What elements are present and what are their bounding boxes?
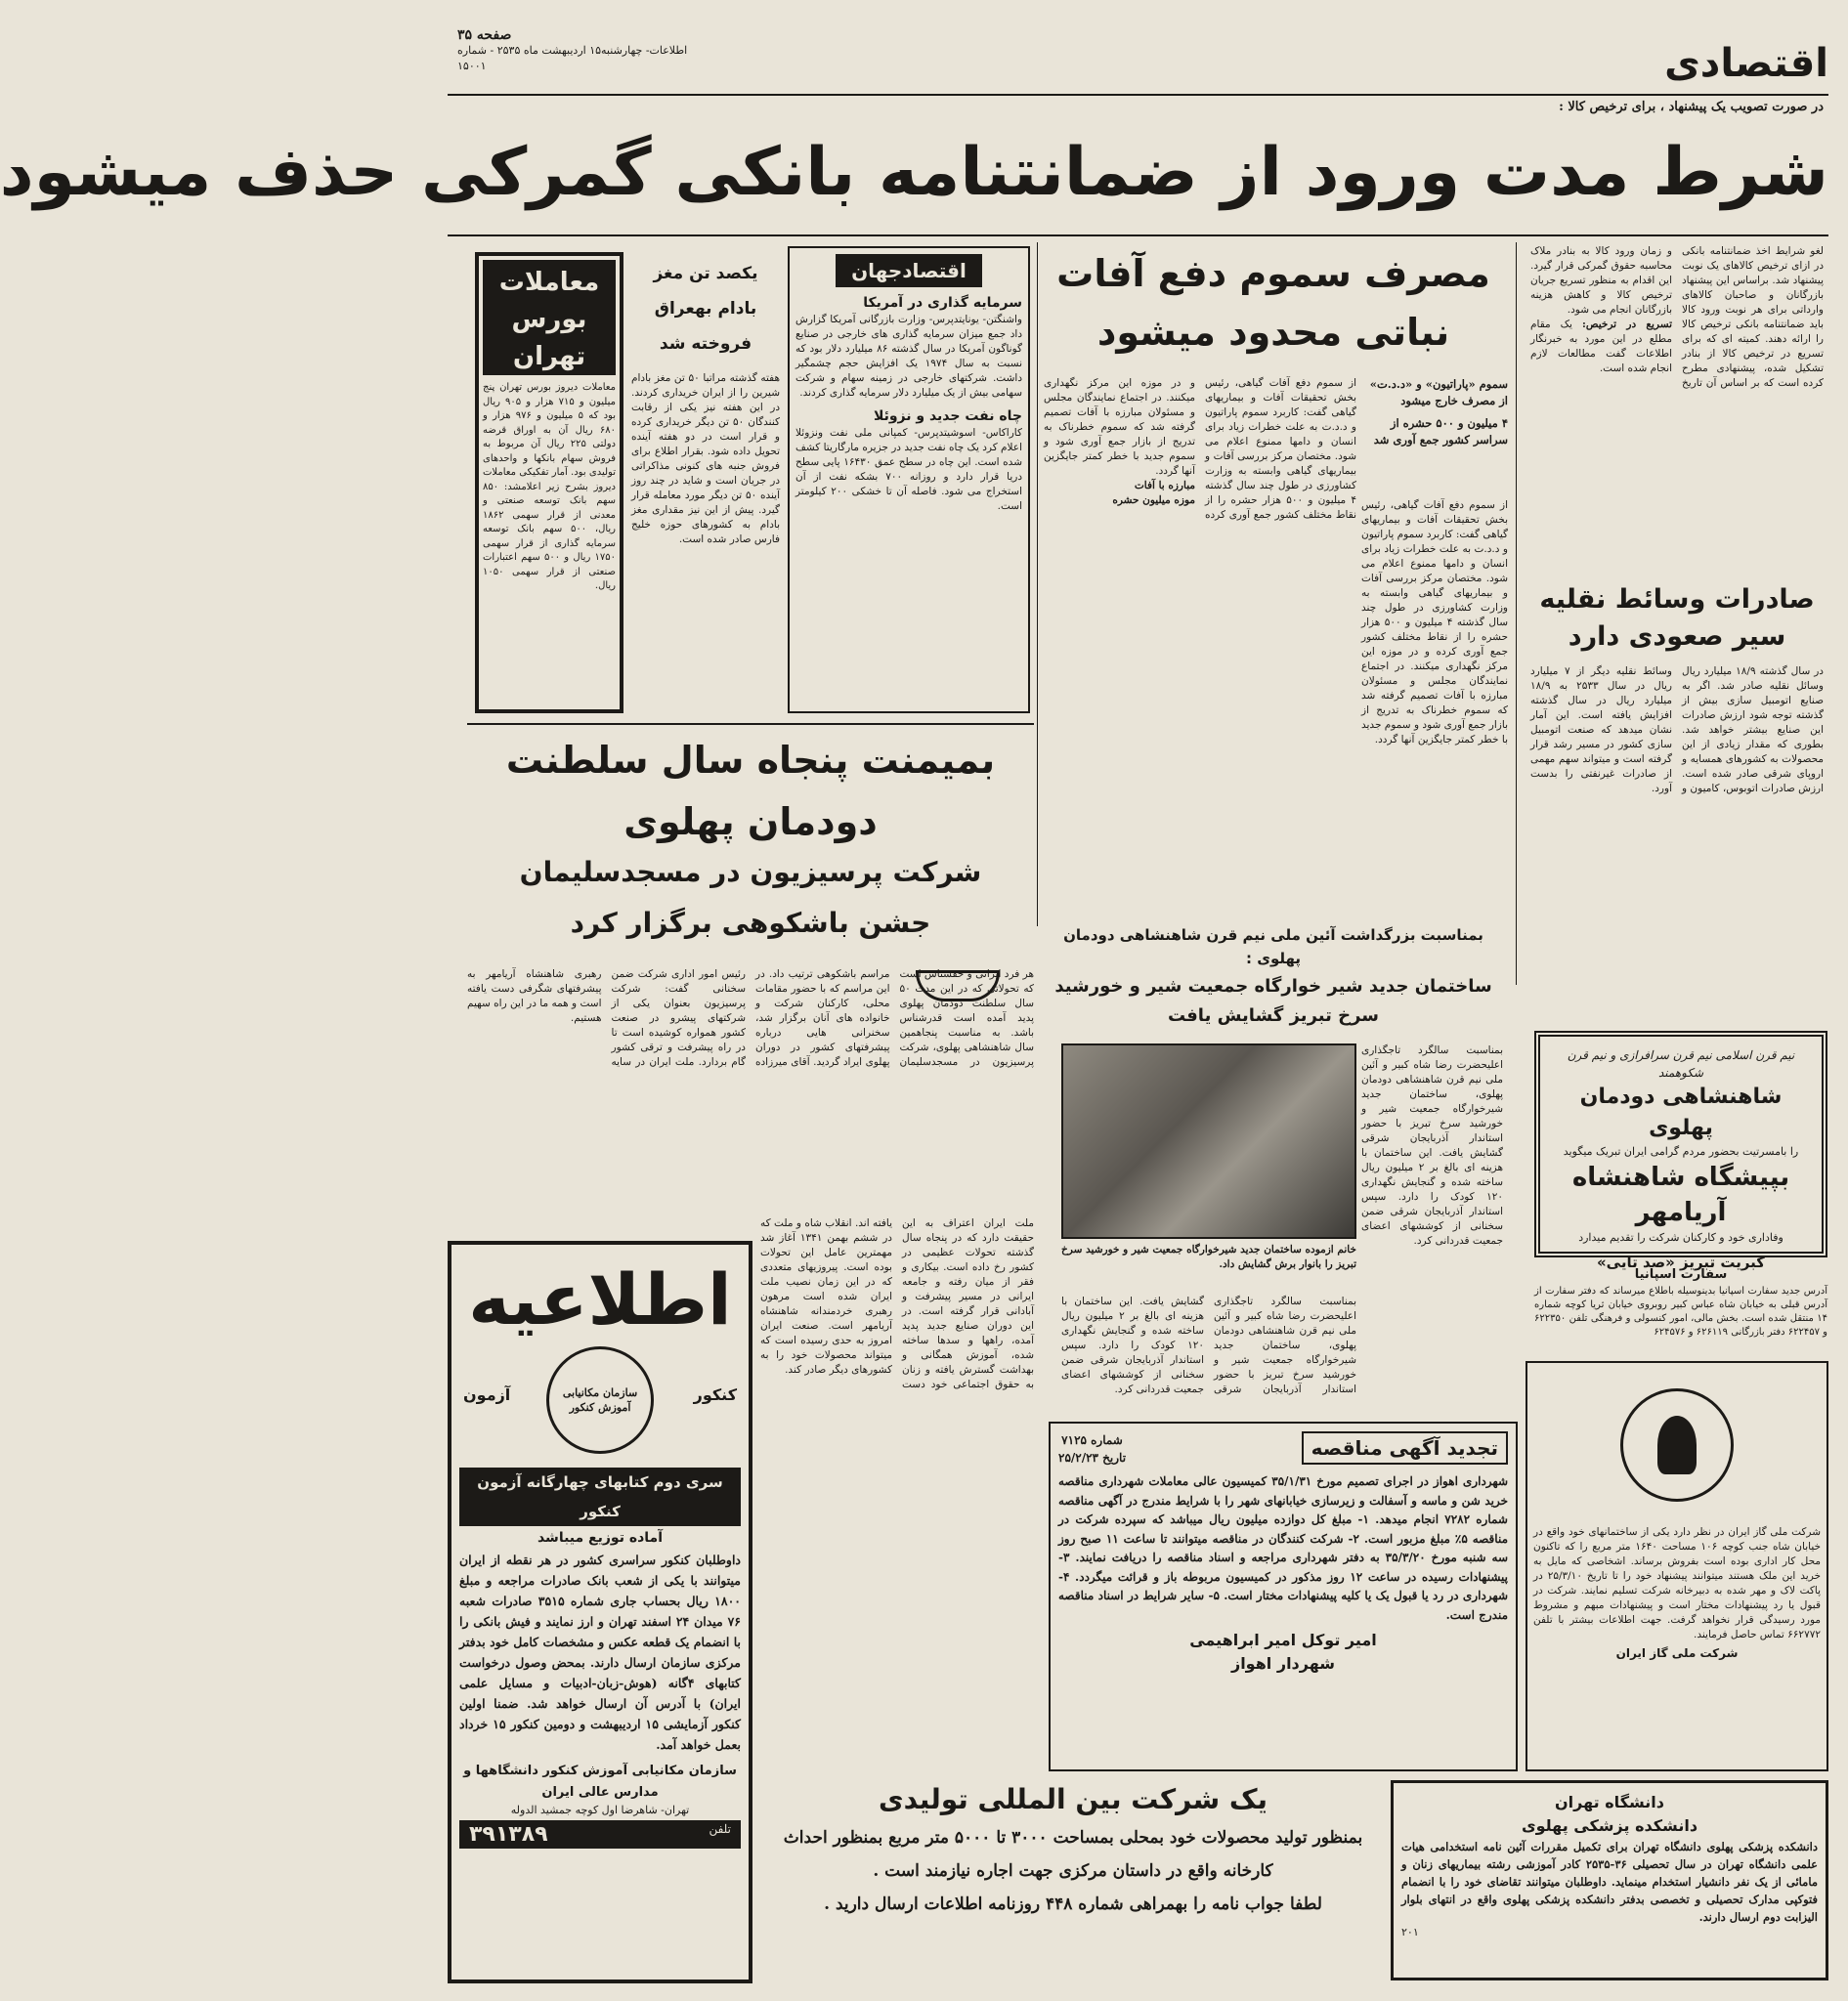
announcement-box <box>448 1241 752 1983</box>
world-econ-b2: کاراکاس- اسوشیتدپرس- کمپانی ملی نفت ونزوئلا اعلام کرد یک چاه نفت جدید در جزیره مارگاریتا کشف شده است. این چاه در سطح عمق ۱۶۴۳۰ پایی سطح دریا قرار دارد و روزانه ۷۰۰ بشکه نفت از آن استخراج می شود. فاصله آن تا خشکی ۲۰۰ کیلومتر است. <box>795 427 1022 512</box>
pesticide-sub-2: موزه میلیون حشره <box>1112 494 1195 506</box>
nursery-photo <box>1061 1043 1356 1239</box>
spain-embassy <box>1534 1265 1827 1353</box>
main-story-body <box>1530 244 1824 576</box>
royal-ad <box>1534 1031 1827 1271</box>
pesticide-sub-1: مبارزه با آفات <box>1134 480 1195 491</box>
royal-line3: را بامسرتیت بحضور مردم گرامی ایران تبریک میگوید <box>1563 1145 1799 1158</box>
tender-meta <box>1058 1431 1126 1467</box>
world-econ-b1: واشنگتن- یونایتدپرس- وزارت بازرگانی آمریکا گزارش داد جمع میزان سرمایه گذاری های خارجی در صنایع گوناگون آمریکا در سال گذشته ۸۶ میلیارد دلار بود که نسبت به سال ۱۹۷۴ یک افزایش حجم چشمگیر داشت. شرکتهای خارجی در زمینه سهام و شرکت سهامی بیش از یک میلیارد دلار سرمایه گذاری کردند. <box>795 314 1022 399</box>
gas-sign: شرکت ملی گاز ایران <box>1615 1646 1739 1660</box>
tender-sign1: امیر توکل امیر ابراهیمی <box>1189 1631 1377 1649</box>
masthead-meta <box>457 27 711 86</box>
almond-body: هفته گذشته مراتبا ۵۰ تن مغز بادام شیرین را از ایران خریداری کردند. در این هفته نیز یکی از رقابت کنندگان ۵۰ تن دیگر خریداری کرده و قرار است در دو هفته آینده تحویل داده شود. بقرار اطلاع برای فروش جنبه های کنونی مذاکراتی در جریان است و شاید در چند روز آینده ۵۰ تن دیگر مورد معامله قرار گیرد. پیش از این نیز مقداری مغز بادام به کشورهای حوزه خلیج فارس صادر شده است. <box>631 372 780 545</box>
main-headline: شرط مدت ورود از ضمانتنامه بانکی گمرکی حذف میشود <box>0 134 1828 211</box>
announcement-emblem <box>459 1346 741 1464</box>
intl-body: بمنظور تولید محصولات خود بمحلی بمساحت ۳۰۰۰ تا ۵۰۰۰ متر مربع بمنظور احداث کارخانه واقع در داستان مرکزی جهت اجاره نیازمند است . <box>783 1828 1363 1881</box>
announcement-tag-left: آزمون <box>463 1385 511 1404</box>
university-title1: دانشگاه تهران <box>1555 1793 1664 1811</box>
announcement-footer: سازمان مکانیابی آموزش کنکور دانشگاهها و مدارس عالی ایران <box>463 1764 737 1800</box>
anniversary-emblem <box>909 962 1007 1011</box>
top-section-rule <box>467 723 1034 725</box>
middle-col-text: ملت ایران اعتراف به این حقیقت دارد که در پنجاه سال گذشته تحولات عظیمی در کشور رخ داده است. بیکاری و فقر از میان رفته و جامعه ایرانی در مسیر پیشرفت و آبادانی قرار گرفته است. در این دوران صنایع جدید پدید آمده، راهها و سدها ساخته شده، آموزش همگانی و بهداشت گسترش یافته و زنان به حقوق اجتماعی خود دست یافته اند. انقلاب شاه و ملت که در ششم بهمن ۱۳۴۱ آغاز شد مهمترین عامل این تحولات بوده است. <box>760 1217 1034 1390</box>
royal-sign: کبریت تبریز «صد تایی» <box>1596 1254 1766 1271</box>
university-code: ۲۰۱ <box>1401 1926 1419 1938</box>
announcement-stamp <box>546 1346 654 1454</box>
anniversary-h2: دودمان پهلوی <box>623 800 878 843</box>
headline-rule <box>448 234 1828 236</box>
university-body: دانشکده پزشکی پهلوی دانشگاه تهران برای تکمیل مقررات آئین نامه استخدامی هیات علمی دانشگاه تهران در سال تحصیلی ۳۶-۲۵۳۵ کادر آموزشی رشته بیماریهای زنان و مامائی از یک نفر دانشیار استخدام مینماید. داوطلبان میتوانند تقاضای خود را با انضمام فتوکپی مدارک تحصیلی و تخصصی بدفتر دانشکده پزشکی پهلوی واقع در انتهای بلوار الیزابت دوم ارسال دارند. <box>1401 1840 1818 1924</box>
announcement-body: داوطلبان کنکور سراسری کشور در هر نقطه از ایران میتوانند با یکی از شعب بانک صادرات مراجعه و مبلغ ۱۸۰۰ ریال بحساب جاری شماره ۳۵۱۵ صادرات شعبه ۷۶ میدان ۲۴ اسفند تهران و ارز نمایند و فیش بانکی را با انضمام یک قطعه عکس و مشخصات کامل خود بدفتر مرکزی سازمان ارسال دارند. بمحض وصول درخواست کتابهای ۴گانه (هوش-زبان-ادبیات و مسایل علمی ایران) با آدرس آن ارسال خواهد شد. ضمنا اولین کنکور آزمایشی ۱۵ اردیبهشت و دومین کنکور ۱۵ خرداد بعمل خواهد آمد. <box>459 1553 742 1752</box>
emblem-icon <box>916 970 1000 1001</box>
gas-emblem <box>1620 1388 1734 1502</box>
market-body: معاملات دیروز بورس تهران پنج میلیون و ۷۱۵ هزار و ۹۰۵ ریال بود که ۵ میلیون و ۹۷۶ هزار و ۶۸۰ ریال آن به اوراق قرضه دولتی ۲۲۵ ریال آن مربوط به فروش سهام بانکها و واحدهای تولیدی بود. آمار تفکیکی معاملات دیروز بشرح زیر اعلامشد: ۸۵۰ سهم بانک توسعه صنعتی و معدنی از قرار سهمی ۱۸۶۲ ریال، ۵۰۰ سهم بانک توسعه سرمایه گذاری از قرار سهمی ۱۷۵۰ ریال و ۵۰۰ سهم اعتبارات صنعتی از قرار سهمی ۱۰۵۰ ریال. <box>483 382 616 591</box>
col-rule-1 <box>1516 242 1517 985</box>
world-econ-box <box>788 246 1030 713</box>
issue-line: اطلاعات- چهارشنبه۱۵ اردیبهشت ماه ۲۵۳۵ - شماره ۱۵۰۰۱ <box>457 44 688 72</box>
pesticide-bullet-2: ۴ میلیون و ۵۰۰ حشره از سراسر کشور جمع آوری شد <box>1373 416 1508 447</box>
announcement-title: اطلاعیه <box>468 1258 732 1341</box>
university-title2: دانشکده پزشکی پهلوی <box>1521 1816 1698 1835</box>
anniversary-h1: بمیمنت پنجاه سال سلطنت <box>505 739 996 782</box>
nursery-body-left: بمناسبت سالگرد تاجگذاری اعلیحضرت رضا شاه کبیر و آئین ملی نیم قرن شاهنشاهی دودمان پهلوی، ساختمان جدید شیرخوارگاه جمعیت شیر و خورشید سرخ تبریز با حضور استاندار آذربایجان شرقی گشایش یافت. این ساختمان با هزینه ای بالغ بر ۲ میلیون ریال ساخته شده و گنجایش نگهداری ۱۲۰ کودک را دارد. سپس استاندار آذربایجان شرقی ضمن سخنانی از کوششهای اعضای جمعیت قدردانی کرد. <box>1061 1296 1356 1395</box>
royal-line4: بپیشگاه شاهنشاه آریامهر <box>1571 1163 1790 1227</box>
nursery-h1: بمناسبت بزرگداشت آئین ملی نیم قرن شاهنشاهی دودمان پهلوی : <box>1063 926 1483 967</box>
nursery-body: بمناسبت سالگرد تاجگذاری اعلیحضرت رضا شاه کبیر و آئین ملی نیم قرن شاهنشاهی دودمان پهلوی، ساختمان جدید شیرخوارگاه جمعیت شیر و خورشید سرخ تبریز با حضور استاندار آذربایجان شرقی گشایش یافت. این ساختمان با هزینه ای بالغ بر ۲ میلیون ریال ساخته شده و گنجایش نگهداری ۱۲۰ کودک را دارد. سپس استاندار آذربایجان شرقی ضمن سخنانی از کوششهای اعضای جمعیت قدردانی کرد. <box>1361 1044 1503 1247</box>
market-title: معاملات بورس تهران <box>483 260 616 375</box>
announcement-phone-row <box>459 1820 741 1849</box>
intl-company-ad <box>760 1778 1386 1983</box>
intl-title: یک شرکت بین المللی تولیدی <box>878 1783 1268 1815</box>
announcement-address: تهران- شاهرضا اول کوچه جمشید الدوله <box>510 1804 690 1816</box>
anniversary-body: هر فرد ایرانی و حقشناس است که تحولاتی که در این مدت ۵۰ سال سلطنت دودمان پهلوی پدید آمده است قدرشناس باشد. به مناسبت پنجاهمین سال شاهنشاهی پهلوی، شرکت پرسیزیون در مسجدسلیمان مراسم باشکوهی ترتیب داد. در این مراسم که با حضور مقامات محلی، کارکنان شرکت و خانواده های آنان برگزار شد، سخنرانی هایی درباره پیشرفتهای کشور در دوران پهلوی ایراد گردید. آقای میرزاده رئیس امور اداری شرکت ضمن سخنانی گفت: شرکت پرسیزیون بعنوان یکی از شرکتهای پیشرو در صنعت کشور همواره کوشیده است تا در راه پیشرفت و ترقی کشور گام بردارد. ملت ایران در سایه رهبری شاهنشاه آریامهر به پیشرفتهای شگرفی دست یافته است و همه ما در این راه سهیم هستیم. <box>467 968 1034 1068</box>
anniversary-h3: شرکت پرسیزیون در مسجدسلیمان <box>519 856 982 888</box>
section-title-logo <box>1653 39 1828 88</box>
gas-ad <box>1526 1361 1828 1771</box>
pesticide-headline: مصرف سموم دفع آفات نباتی محدود میشود <box>1056 252 1490 354</box>
spain-title: سفارت اسپانیا <box>1634 1267 1728 1282</box>
main-story-text: لغو شرایط اخذ ضمانتنامه بانکی در ازای ترخیص کالاهای یک نوبت پیشنهاد شد. براساس این پیشنهاد بازرگانان و صاحبان کالاهای وارداتی برای هر نوبت ورود کالا باید ضمانتنامه بانکی ترخیص کالا را ارائه دهند. کمیته ای که برای تسریع در ترخیص کالا از بنادر تشکیل شده، پیشنهادی مطرح کرده است که بر اساس آن تاریخ و زمان ورود کالا به بنادر ملاک محاسبه حقوق گمرکی قرار گیرد. این اقدام به منظور تسریع جریان ترخیص کالا و کاهش هزینه بازرگانان انجام می شود. <box>1530 245 1824 389</box>
announcement-stamp-text: سازمان مکانیابی آموزش کنکور <box>562 1386 638 1414</box>
middle-col-body <box>760 1216 1034 1803</box>
tender-sign2: شهردار اهواز <box>1230 1654 1336 1673</box>
announcement-phone-label: تلفن <box>709 1822 731 1836</box>
tender-date: تاریخ ۲۵/۲/۲۳ <box>1058 1451 1127 1465</box>
spain-body: آدرس جدید سفارت اسپانیا بدینوسیله باطلاع میرساند که دفتر سفارت از آدرس قبلی به خیابان شاه عباس کبیر روبروی خیابان ثریا کوچه شماره ۱۴ منتقل شده است. بخش مالی، امور کنسولی و فرهنگی تلفن ۶۲۲۳۵۰ و ۶۲۲۴۵۷ دفتر بازرگانی ۶۲۶۱۱۹ و ۶۲۴۵۷۶ <box>1534 1286 1827 1338</box>
almond-headline: یکصد تن مغز بادام بهعراق فروخته شد <box>653 264 758 354</box>
main-sub-heading: تسریع در ترخیص: <box>1581 319 1673 330</box>
announcement-tag-right: کنکور <box>693 1385 737 1404</box>
nursery-h2: ساختمان جدید شیر خوارگاه جمعیت شیر و خورشید سرخ تبریز گشایش یافت <box>1054 976 1492 1026</box>
royal-line1: نیم قرن اسلامی نیم قرن سرافرازی و نیم قرن شکوهمند <box>1567 1048 1795 1080</box>
col-rule-2 <box>1037 242 1038 926</box>
world-econ-h2: چاه نفت جدید و نزوئلا <box>873 408 1022 424</box>
intl-footer: لطفا جواب نامه را بهمراهی شماره ۴۴۸ روزنامه اطلاعات ارسال دارید . <box>824 1895 1322 1914</box>
nursery-caption: خانم ازموده ساختمان جدید شیرخوارگاه جمعیت شیر و خورشید سرخ تبریز را بانوار برش گشایش داد. <box>1061 1244 1356 1270</box>
main-sub-body: یک مقام مطلع در این مورد به خبرنگار اطلاعات گفت مطالعات لازم انجام شده است. <box>1530 319 1672 374</box>
announcement-dark-line: سری دوم کتابهای چهارگانه آزمون کنکور <box>459 1468 741 1526</box>
announcement-phone: ۳۹۱۳۸۹ <box>469 1822 548 1847</box>
tender-title: تجدید آگهی مناقصه <box>1302 1431 1508 1465</box>
middle-col-text-2: پیروزیهای متعددی که در این زمان نصیب ملت ایران شده است مرهون رهبری خردمندانه شاهنشاه آریامهر است. صنعت ایران امروز به حدی رسیده است که میتواند محصولات خود را به کشورهای دیگر صادر کند. <box>760 1261 892 1376</box>
royal-line5: وفاداری خود و کارکنان شرکت را تقدیم میدارد <box>1578 1231 1784 1244</box>
masthead-rule <box>448 94 1828 96</box>
gas-body: شرکت ملی گاز ایران در نظر دارد یکی از ساختمانهای خود واقع در خیابان شاه جنب کوچه ۱۰۶ مساحت ۱۶۴۰ متر مربع را که تاکنون محل کار اداری بوده است بفروش برساند. اشخاصی که مایل به خرید این ملک هستند میتوانند پیشنهاد خود را تا تاریخ ۲۵/۳/۱۰ در پاکت لاک و مهر شده به دبیرخانه شرکت تسلیم نمایند. شرکت در قبول یا رد پیشنهادات مختار است و پیشنهادات مبهم و مشروط مورد رسیدگی قرار نخواهد گرفت. جهت اطلاعات بیشتر با تلفن ۶۶۲۷۷۲ تماس حاصل فرمایند. <box>1533 1526 1821 1640</box>
pesticide-bullet-1: سموم «پاراتیون» و «د.د.ت» از مصرف خارج میشود <box>1369 377 1508 407</box>
pesticide-body <box>1044 376 1356 914</box>
pesticide-body-right: از سموم دفع آفات گیاهی، رئیس بخش تحقیقات آفات و بیماریهای گیاهی گفت: کاربرد سموم پاراتیون و د.د.ت به علت خطرات زیاد برای انسان و دامها ممنوع اعلام می شود. مختصان مرکز بررسی آفات و بیماریهای گیاهی وابسته به وزارت کشاورزی در طول چند سال گذشته ۴ میلیون و ۵۰۰ هزار حشره را از نقاط مختلف کشور جمع آوری کرده و در موزه این مرکز نگهداری میکنند. در اجتماع نمایندگان مجلس و مسئولان مبارزه با آفات تصمیم گرفته شد که سموم خطرناک به تدریج از بازار جمع آوری شود و سموم جدید با خطر کمتر جایگزین آنها گردد. <box>1361 499 1509 745</box>
tender-body: شهرداری اهواز در اجرای تصمیم مورخ ۳۵/۱/۳۱ کمیسیون عالی معاملات شهرداری مناقصه خرید شن و ماسه و آسفالت و زیرسازی خیابانهای شهر را با شرایط مندرج در آگهی مناقصه شماره ۷۲۸۲ انجام میدهد. ۱- مبلغ کل دوازده میلیون ریال میباشد که سپرده شرکت در مناقصه ۵٪ مبلغ مزبور است. ۲- شرکت کنندگان در مناقصه میتوانند تا ساعت ۱۱ صبح روز سه شنبه مورخ ۳۵/۳/۲۰ به دفتر شهرداری مراجعه و اسناد مناقصه را دریافت نمایند. ۳- پیشنهادات رسیده در ساعت ۱۲ روز مذکور در کمیسیون مربوطه باز و قرائت میگردد. ۴- شهرداری در رد یا قبول یک یا کلیه پیشنهادات مختار است. ۵- سایر شرایط در اسناد مناقصه مندرج است. <box>1058 1474 1509 1622</box>
gas-flame-icon <box>1657 1416 1697 1474</box>
main-kicker: در صورت تصویب یک پیشنهاد ، برای ترخیص کالا : <box>1559 100 1824 114</box>
tender-box <box>1049 1422 1518 1771</box>
tender-number: شماره ۷۱۲۵ <box>1061 1433 1123 1447</box>
section-title: اقتصادی <box>1664 41 1828 86</box>
transport-body: در سال گذشته ۱۸/۹ میلیارد ریال وسائل نقلیه صادر شد. اگر به صنایع اتومبیل سازی بیش از گذشته توجه شود ارزش صادرات این صنایع بیشتر خواهد شد. بطوری که مقدار زیادی از این محصولات به کشورهای همسایه و اروپای شرقی صادر شده است. ارزش صادرات اتوبوس، کامیون و وسائط نقلیه دیگر از ۷ میلیارد ریال در سال ۲۵۳۳ به ۱۸/۹ میلیارد ریال در سال گذشته افزایش یافته است. این آمار نشان میدهد که صنعت اتومبیل سازی کشور در مسیر رشد قرار گرفته است و میتواند سهم مهمی از صادرات غیرنفتی را بدست آورد. <box>1530 665 1824 794</box>
anniversary-h4: جشن باشکوهی برگزار کرد <box>570 907 931 939</box>
transport-headline: صادرات وسائط نقلیه سیر صعودی دارد <box>1539 584 1815 652</box>
page-number: صفحه ۳۵ <box>457 27 512 43</box>
tender-header <box>1058 1431 1508 1467</box>
announcement-sub: آماده توزیع میباشد <box>537 1530 664 1546</box>
royal-line2: شاهنشاهی دودمان پهلوی <box>1579 1085 1783 1140</box>
university-ad <box>1391 1780 1828 1980</box>
pesticide-text: از سموم دفع آفات گیاهی، رئیس بخش تحقیقات آفات و بیماریهای گیاهی گفت: کاربرد سموم پاراتیون و د.د.ت به علت خطرات زیاد برای انسان و دامها ممنوع اعلام می شود. مختصان مرکز بررسی آفات و بیماریهای گیاهی وابسته به وزارت کشاورزی در طول چند سال گذشته ۴ میلیون و ۵۰۰ هزار حشره را از نقاط مختلف کشور جمع آوری کرده و در موزه این مرکز نگهداری میکنند. در اجتماع نمایندگان مجلس و مسئولان مبارزه با آفات تصمیم گرفته شد که سموم خطرناک به تدریج از بازار جمع آوری شود و سموم جدید با خطر کمتر جایگزین آنها گردد. <box>1044 377 1357 521</box>
pesticide-bullets <box>1361 376 1508 493</box>
world-econ-h1: سرمایه گذاری در آمریکا <box>863 295 1022 311</box>
world-econ-label: اقتصادجهان <box>836 254 982 287</box>
market-box <box>475 252 623 713</box>
